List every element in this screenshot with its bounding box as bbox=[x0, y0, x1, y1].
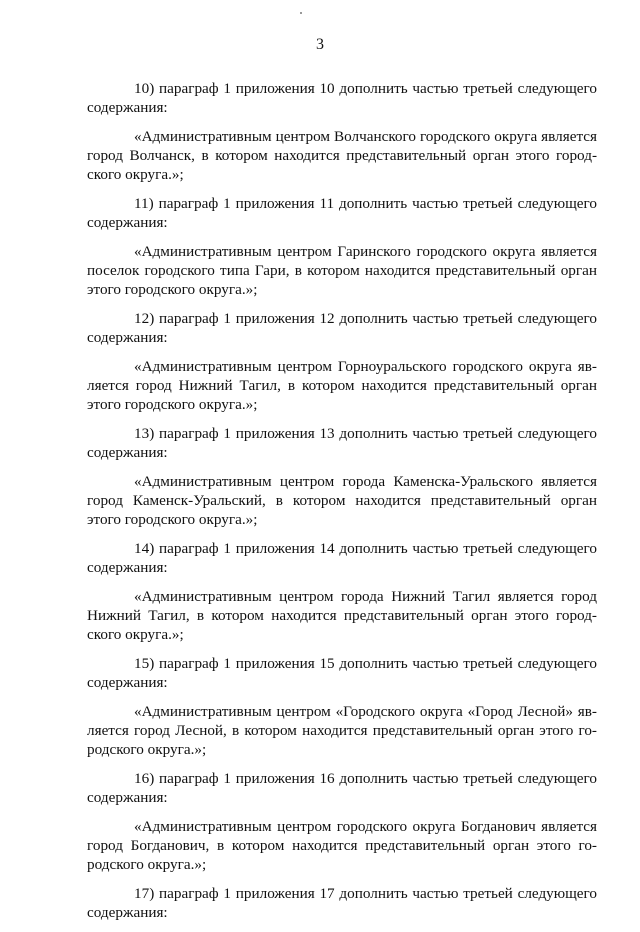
text-line: Нижний Тагил, в котором находится представительный орган этого город- bbox=[87, 607, 597, 624]
text-line: 14) параграф 1 приложения 14 дополнить частью третьей следующего bbox=[134, 540, 597, 557]
text-line: содержания: bbox=[87, 329, 168, 346]
text-line: «Административным центром Волчанского городского округа является bbox=[134, 128, 597, 145]
amendment-item-17 bbox=[87, 884, 597, 922]
item-quoted-text bbox=[87, 702, 597, 759]
amendment-item-13 bbox=[87, 424, 597, 529]
text-line: 10) параграф 1 приложения 10 дополнить частью третьей следующего bbox=[134, 80, 597, 97]
amendment-item-16 bbox=[87, 769, 597, 874]
item-quoted-text bbox=[87, 472, 597, 529]
item-instruction bbox=[87, 424, 597, 462]
item-quoted-text bbox=[87, 242, 597, 299]
text-line: родского округа.»; bbox=[87, 856, 207, 873]
item-quoted-text bbox=[87, 357, 597, 414]
text-line: «Административным центром города Нижний Тагил является город bbox=[134, 588, 597, 605]
item-instruction bbox=[87, 539, 597, 577]
item-instruction bbox=[87, 309, 597, 347]
scan-speck bbox=[300, 12, 302, 14]
text-line: ского округа.»; bbox=[87, 626, 184, 643]
text-line: город Богданович, в котором находится представительный орган этого го- bbox=[87, 837, 597, 854]
text-line: «Административным центром Горноуральского городского округа яв- bbox=[134, 358, 597, 375]
text-line: 11) параграф 1 приложения 11 дополнить частью третьей следующего bbox=[134, 195, 597, 212]
item-instruction bbox=[87, 654, 597, 692]
text-line: содержания: bbox=[87, 214, 168, 231]
text-line: 15) параграф 1 приложения 15 дополнить частью третьей следующего bbox=[134, 655, 597, 672]
text-line: содержания: bbox=[87, 789, 168, 806]
item-quoted-text bbox=[87, 587, 597, 644]
text-line: ляется город Нижний Тагил, в котором находится представительный орган bbox=[87, 377, 597, 394]
text-line: этого городского округа.»; bbox=[87, 281, 258, 298]
text-line: ляется город Лесной, в котором находится представительный орган этого го- bbox=[87, 722, 597, 739]
text-line: содержания: bbox=[87, 99, 168, 116]
text-line: содержания: bbox=[87, 559, 168, 576]
text-line: «Административным центром Гаринского городского округа является bbox=[134, 243, 597, 260]
item-instruction bbox=[87, 79, 597, 117]
item-instruction bbox=[87, 769, 597, 807]
text-line: 13) параграф 1 приложения 13 дополнить частью третьей следующего bbox=[134, 425, 597, 442]
amendment-item-11 bbox=[87, 194, 597, 299]
text-line: этого городского округа.»; bbox=[87, 396, 258, 413]
text-line: этого городского округа.»; bbox=[87, 511, 258, 528]
text-line: содержания: bbox=[87, 674, 168, 691]
amendment-item-15 bbox=[87, 654, 597, 759]
text-line: город Каменск-Уральский, в котором находится представительный орган bbox=[87, 492, 597, 509]
page-number: 3 bbox=[316, 36, 324, 53]
item-instruction bbox=[87, 194, 597, 232]
text-line: родского округа.»; bbox=[87, 741, 207, 758]
text-line: 12) параграф 1 приложения 12 дополнить частью третьей следующего bbox=[134, 310, 597, 327]
item-instruction bbox=[87, 884, 597, 922]
text-line: ского округа.»; bbox=[87, 166, 184, 183]
document-body bbox=[87, 79, 597, 932]
text-line: содержания: bbox=[87, 444, 168, 461]
text-line: поселок городского типа Гари, в котором находится представительный орган bbox=[87, 262, 597, 279]
amendment-item-12 bbox=[87, 309, 597, 414]
item-quoted-text bbox=[87, 817, 597, 874]
amendment-item-10 bbox=[87, 79, 597, 184]
text-line: 17) параграф 1 приложения 17 дополнить частью третьей следующего bbox=[134, 885, 597, 902]
amendment-item-14 bbox=[87, 539, 597, 644]
text-line: «Административным центром «Городского округа «Город Лесной» яв- bbox=[134, 703, 597, 720]
text-line: «Административным центром городского округа Богданович является bbox=[134, 818, 597, 835]
item-quoted-text bbox=[87, 127, 597, 184]
text-line: «Административным центром города Каменска-Уральского является bbox=[134, 473, 597, 490]
text-line: город Волчанск, в котором находится представительный орган этого город- bbox=[87, 147, 597, 164]
text-line: 16) параграф 1 приложения 16 дополнить частью третьей следующего bbox=[134, 770, 597, 787]
text-line: содержания: bbox=[87, 904, 168, 921]
